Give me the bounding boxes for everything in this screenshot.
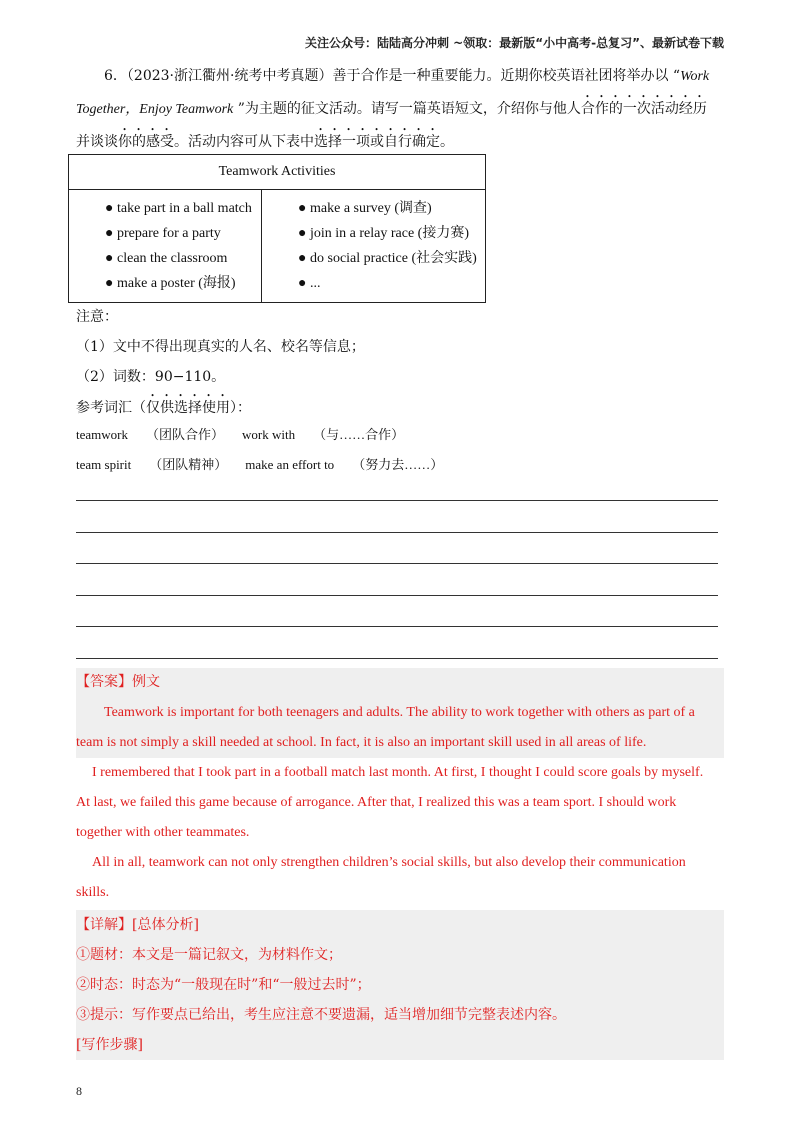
writing-line <box>76 532 718 533</box>
vocab-word: make an effort to <box>245 457 335 472</box>
table-column-2 <box>262 190 486 303</box>
vocab-list <box>76 420 443 480</box>
question-prompt: 6．（2023·浙江衢州·统考中考真题）善于合作是一种重要能力。近期你校英语社团将举办以 “Work Together，Enjoy Teamwork ”为主题的征文活动。请写一篇英语短文，介绍你与他人合作的一次活动经历 并谈谈你的感受。活动内容可从下表中选择一项或自行确定。 <box>76 68 710 150</box>
detail-item: ①题材：本文是一篇记叙文，为材料作文； <box>76 947 342 963</box>
theme-part-a: Work <box>680 69 710 84</box>
activities-table <box>68 154 486 303</box>
activity-item: ● do social practice (社会实践) <box>298 251 477 266</box>
emphasis-feelings: 你的感受 <box>118 134 174 150</box>
answer-text: All in all, teamwork can not only strengthen children’s social skills, but also develop their communication <box>92 855 686 870</box>
vocab-word: work with <box>242 427 296 442</box>
detail-item: [写作步骤] <box>76 1037 143 1053</box>
notes-title: 注意： <box>76 309 118 325</box>
writing-line <box>76 500 718 501</box>
activity-item: ● clean the classroom <box>105 251 228 266</box>
writing-line <box>76 563 718 564</box>
vocab-meaning: （团队精神） <box>149 457 228 472</box>
activity-item: ● join in a relay race (接力赛) <box>298 226 469 241</box>
answer-text: At last, we failed this game because of arrogance. After that, I realized this was a team sport. I should work <box>76 795 677 810</box>
answer-text: Teamwork is important for both teenagers and adults. The ability to work together with others as part of a <box>104 705 695 720</box>
table-column-1 <box>69 190 262 303</box>
detail-item: ③提示：写作要点已给出，考生应注意不要遗漏，适当增加细节完整表述内容。 <box>76 1007 566 1023</box>
answer-text: together with other teammates. <box>76 825 250 840</box>
page-header: 关注公众号：陆陆高分冲刺 ~领取：最新版“小中高考-总复习”、最新试卷下载 <box>305 36 724 50</box>
vocab-title: 参考词汇（仅供选择使用）： <box>76 400 251 416</box>
vocab-row <box>76 420 443 450</box>
vocab-meaning: （团队合作） <box>145 427 224 442</box>
activity-item: ● take part in a ball match <box>105 201 252 216</box>
table-title: Teamwork Activities <box>69 155 486 190</box>
vocab-meaning: （与……合作） <box>313 427 405 442</box>
note-item: （2）词数：90−110。 <box>76 369 226 385</box>
writing-line <box>76 626 718 627</box>
detail-label: 【详解】[总体分析] <box>76 917 199 933</box>
emphasis-experience: 合作的一次活动经历 <box>580 101 707 117</box>
vocab-row <box>76 450 443 480</box>
question-number: 6． <box>104 68 127 84</box>
question-source: （2023·浙江衢州·统考中考真题） <box>126 68 333 84</box>
notes-section <box>76 302 365 423</box>
answer-text: team is not simply a skill needed at school. In fact, it is also an important skill used in all areas of life. <box>76 735 647 750</box>
activity-item: ● prepare for a party <box>105 226 221 241</box>
theme-part-b: Together，Enjoy Teamwork <box>76 102 234 117</box>
activity-item: ● ... <box>298 276 321 291</box>
activity-item: ● make a poster (海报) <box>105 276 236 291</box>
activity-item: ● make a survey (调查) <box>298 201 432 216</box>
vocab-meaning: （努力去……） <box>352 457 444 472</box>
detail-item: ②时态：时态为“一般现在时”和“一般过去时”； <box>76 977 371 993</box>
answer-text: skills. <box>76 885 110 900</box>
emphasis-choose: 选择一项或自行确定 <box>314 134 440 150</box>
answer-text: I remembered that I took part in a football match last month. At first, I thought I could score goals by myself. <box>92 765 704 780</box>
vocab-word: teamwork <box>76 427 128 442</box>
note-item: （1）文中不得出现真实的人名、校名等信息； <box>76 339 365 355</box>
writing-line <box>76 658 718 659</box>
page-number: 8 <box>76 1084 82 1098</box>
answer-label: 【答案】例文 <box>76 675 160 690</box>
vocab-word: team spirit <box>76 457 132 472</box>
detail-section <box>76 910 724 1060</box>
answer-section <box>76 668 724 908</box>
writing-line <box>76 595 718 596</box>
